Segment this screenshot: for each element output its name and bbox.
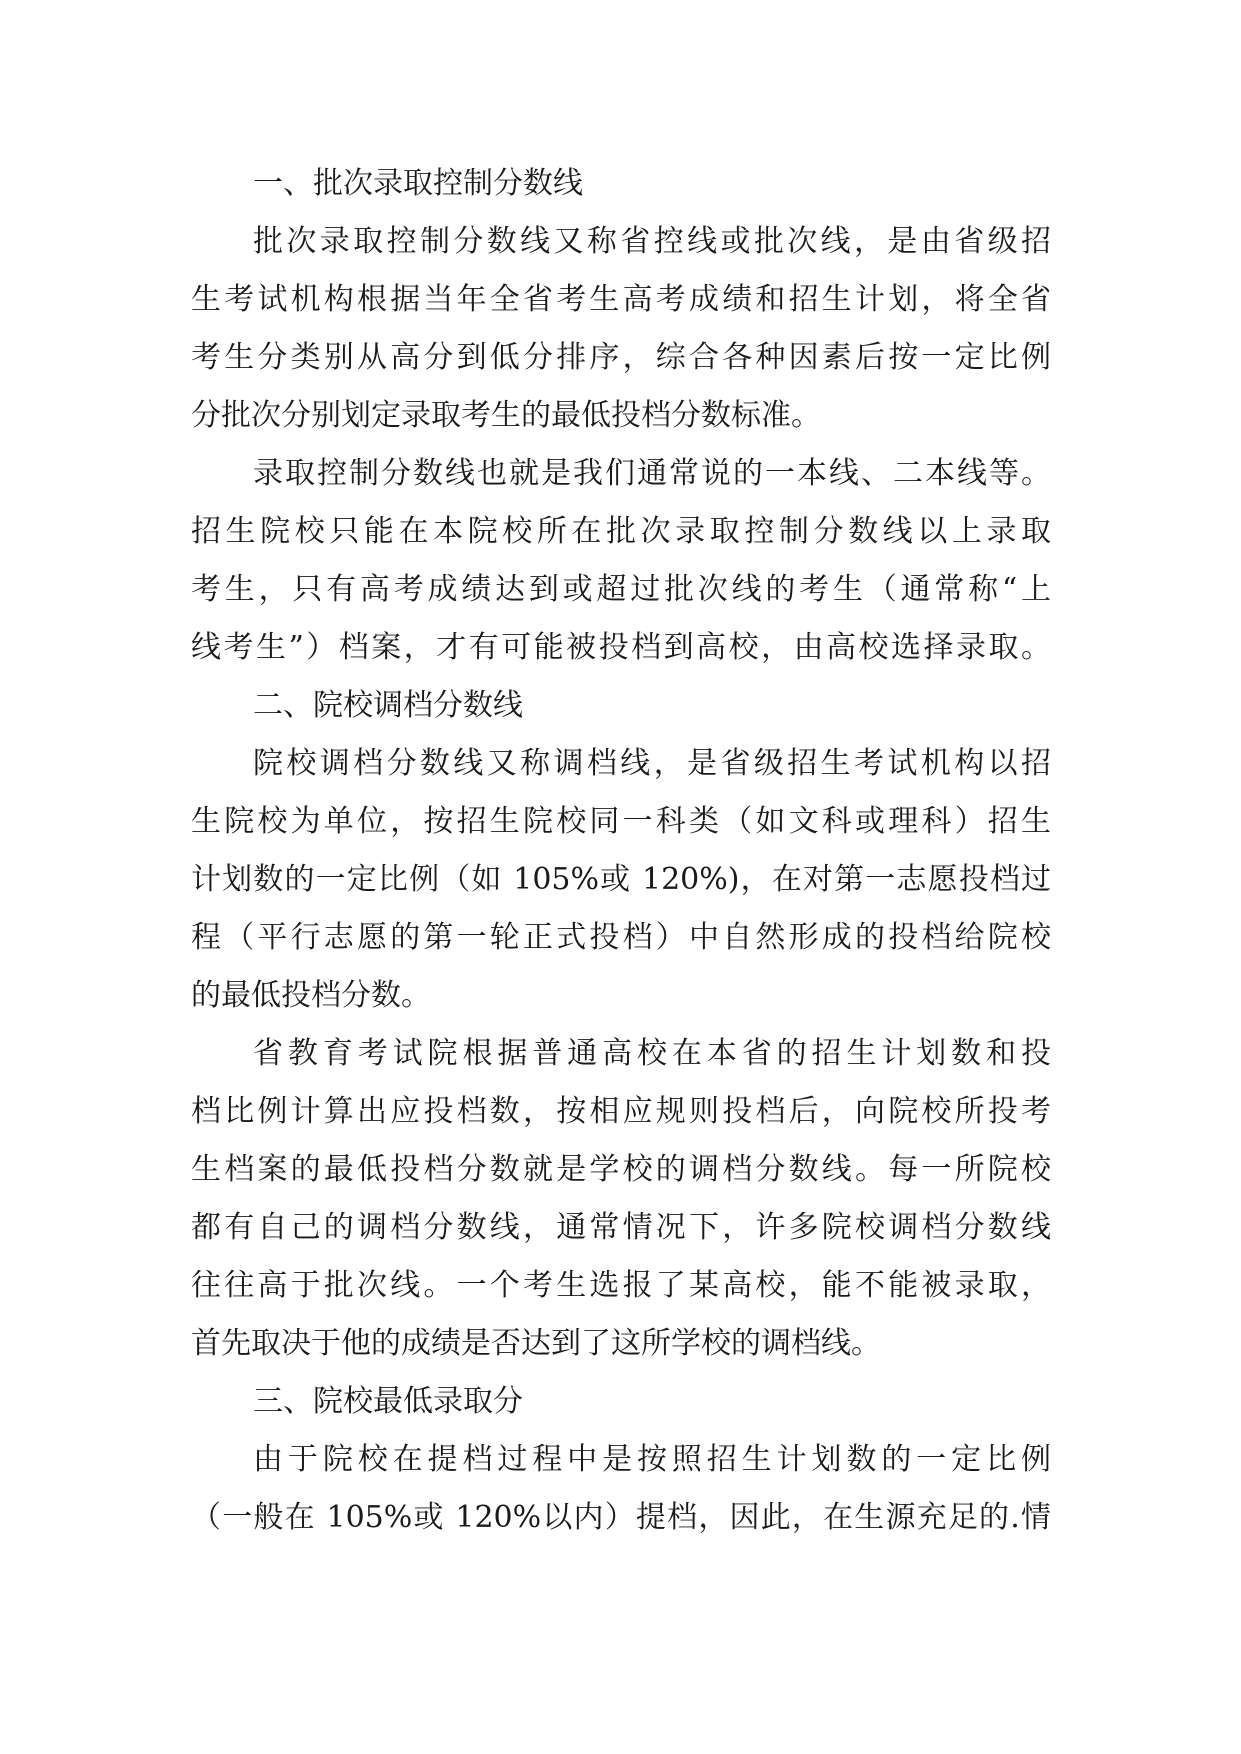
paragraph-line: 都有自己的调档分数线，通常情况下，许多院校调档分数线 (191, 1210, 1051, 1245)
section-heading-3: 三、院校最低录取分 (253, 1384, 523, 1419)
paragraph-line: 往往高于批次线。一个考生选报了某高校，能不能被录取， (191, 1268, 1051, 1303)
paragraph-line: 首先取决于他的成绩是否达到了这所学校的调档线。 (191, 1326, 881, 1361)
paragraph-line: （一般在 105%或 120%以内）提档，因此，在生源充足的.情 (191, 1500, 1051, 1535)
paragraph-line: 招生院校只能在本院校所在批次录取控制分数线以上录取 (191, 514, 1051, 549)
paragraph-line: 档比例计算出应投档数，按相应规则投档后，向院校所投考 (191, 1094, 1051, 1129)
paragraph-line: 院校调档分数线又称调档线，是省级招生考试机构以招 (253, 746, 1051, 781)
paragraph-line: 考生分类别从高分到低分排序，综合各种因素后按一定比例 (191, 340, 1051, 375)
section-heading-1: 一、批次录取控制分数线 (253, 166, 583, 201)
paragraph-line: 的最低投档分数。 (191, 978, 431, 1013)
paragraph-line: 生考试机构根据当年全省考生高考成绩和招生计划，将全省 (191, 282, 1051, 317)
paragraph-line: 分批次分别划定录取考生的最低投档分数标准。 (191, 398, 821, 433)
section-heading-2: 二、院校调档分数线 (253, 688, 523, 723)
paragraph-line: 由于院校在提档过程中是按照招生计划数的一定比例 (253, 1442, 1051, 1477)
paragraph-line: 考生，只有高考成绩达到或超过批次线的考生（通常称“上 (191, 572, 1051, 607)
paragraph-line: 录取控制分数线也就是我们通常说的一本线、二本线等。 (253, 456, 1051, 491)
paragraph-line: 生院校为单位，按招生院校同一科类（如文科或理科）招生 (191, 804, 1051, 839)
paragraph-line: 程（平行志愿的第一轮正式投档）中自然形成的投档给院校 (191, 920, 1051, 955)
paragraph-line: 生档案的最低投档分数就是学校的调档分数线。每一所院校 (191, 1152, 1051, 1187)
paragraph-line: 批次录取控制分数线又称省控线或批次线，是由省级招 (253, 224, 1051, 259)
paragraph-line: 计划数的一定比例（如 105%或 120%)，在对第一志愿投档过 (191, 862, 1051, 897)
paragraph-line: 省教育考试院根据普通高校在本省的招生计划数和投 (253, 1036, 1051, 1071)
paragraph-line: 线考生”）档案，才有可能被投档到高校，由高校选择录取。 (191, 630, 1051, 665)
